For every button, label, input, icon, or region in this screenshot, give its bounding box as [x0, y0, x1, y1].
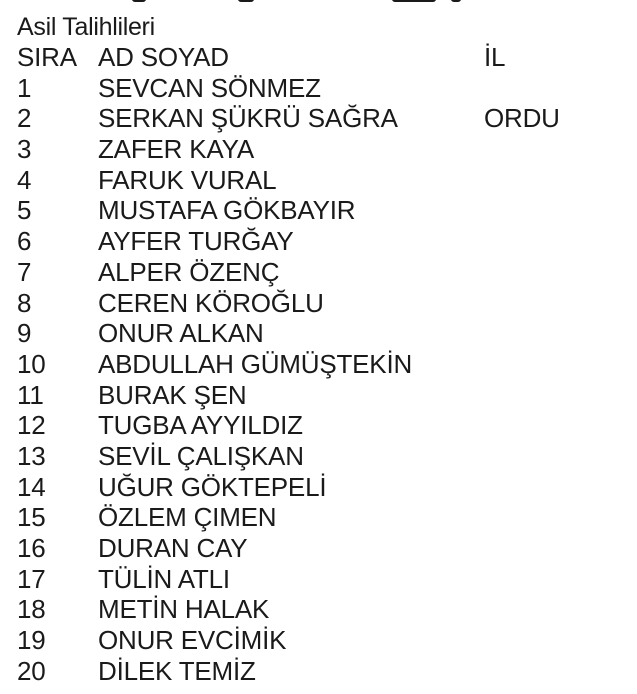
- row-name: ÖZLEM ÇIMEN: [98, 502, 277, 533]
- row-name: ONUR ALKAN: [98, 318, 264, 349]
- row-number: 18: [17, 594, 46, 625]
- winners-list: [17, 12, 627, 686]
- row-name: CEREN KÖROĞLU: [98, 287, 324, 318]
- table-row: [17, 594, 627, 625]
- table-row: [17, 533, 627, 564]
- row-number: 1: [17, 72, 32, 103]
- table-row: [17, 410, 627, 441]
- row-number: 7: [17, 256, 32, 287]
- cropped-glyph: [451, 0, 461, 2]
- header-no: SIRA: [17, 42, 77, 72]
- row-number: 14: [17, 471, 46, 502]
- table-row: [17, 73, 627, 104]
- table-row: [17, 134, 627, 165]
- row-name: DİLEK TEMİZ: [98, 655, 256, 686]
- row-number: 20: [17, 655, 46, 686]
- row-number: 10: [17, 348, 46, 379]
- row-number: 8: [17, 287, 32, 318]
- row-number: 11: [17, 379, 44, 410]
- row-number: 4: [17, 164, 32, 195]
- row-name: ONUR EVCİMİK: [98, 625, 287, 656]
- table-row: [17, 103, 627, 134]
- table-row: [17, 226, 627, 257]
- row-name: ZAFER KAYA: [98, 134, 254, 165]
- row-name: TÜLİN ATLI: [98, 563, 230, 594]
- table-row: [17, 625, 627, 656]
- table-row: [17, 349, 627, 380]
- header-city: İL: [484, 42, 506, 72]
- row-name: FARUK VURAL: [98, 164, 277, 195]
- row-name: AYFER TURĞAY: [98, 226, 294, 257]
- row-name: MUSTAFA GÖKBAYIR: [98, 195, 356, 226]
- table-row: [17, 257, 627, 288]
- row-number: 15: [17, 502, 46, 533]
- row-name: DURAN CAY: [98, 533, 248, 563]
- row-number: 13: [17, 440, 46, 471]
- row-city: ORDU: [484, 103, 560, 134]
- cropped-glyph: [132, 0, 146, 2]
- row-number: 12: [17, 410, 46, 441]
- row-name: SERKAN ŞÜKRÜ SAĞRA: [98, 103, 398, 134]
- row-number: 17: [17, 563, 46, 594]
- row-number: 19: [17, 625, 46, 656]
- row-number: 9: [17, 318, 32, 349]
- cropped-glyph: [238, 0, 254, 2]
- row-name: BURAK ŞEN: [98, 379, 247, 410]
- row-number: 6: [17, 226, 32, 257]
- row-name: SEVİL ÇALIŞKAN: [98, 440, 304, 471]
- table-row: [17, 441, 627, 472]
- row-name: ABDULLAH GÜMÜŞTEKİN: [98, 348, 413, 379]
- row-number: 16: [17, 533, 46, 563]
- table-row: [17, 564, 627, 595]
- row-name: TUGBA AYYILDIZ: [98, 410, 303, 441]
- table-row: [17, 502, 627, 533]
- cropped-heading-fragment: [0, 0, 637, 4]
- row-name: ALPER ÖZENÇ: [98, 256, 280, 287]
- table-row: [17, 288, 627, 319]
- table-row: [17, 318, 627, 349]
- row-name: UĞUR GÖKTEPELİ: [98, 471, 327, 502]
- header-name: AD SOYAD: [98, 42, 229, 72]
- table-row: [17, 165, 627, 196]
- cropped-glyph: [392, 0, 436, 2]
- table-body: [17, 73, 627, 687]
- table-header: [17, 42, 627, 73]
- row-name: METİN HALAK: [98, 594, 270, 625]
- row-number: 5: [17, 195, 32, 226]
- table-row: [17, 380, 627, 411]
- table-row: [17, 195, 627, 226]
- row-number: 2: [17, 103, 32, 134]
- row-name: SEVCAN SÖNMEZ: [98, 72, 321, 103]
- row-number: 3: [17, 134, 32, 165]
- table-row: [17, 656, 627, 687]
- section-title: Asil Talihlileri: [17, 13, 155, 41]
- table-row: [17, 472, 627, 503]
